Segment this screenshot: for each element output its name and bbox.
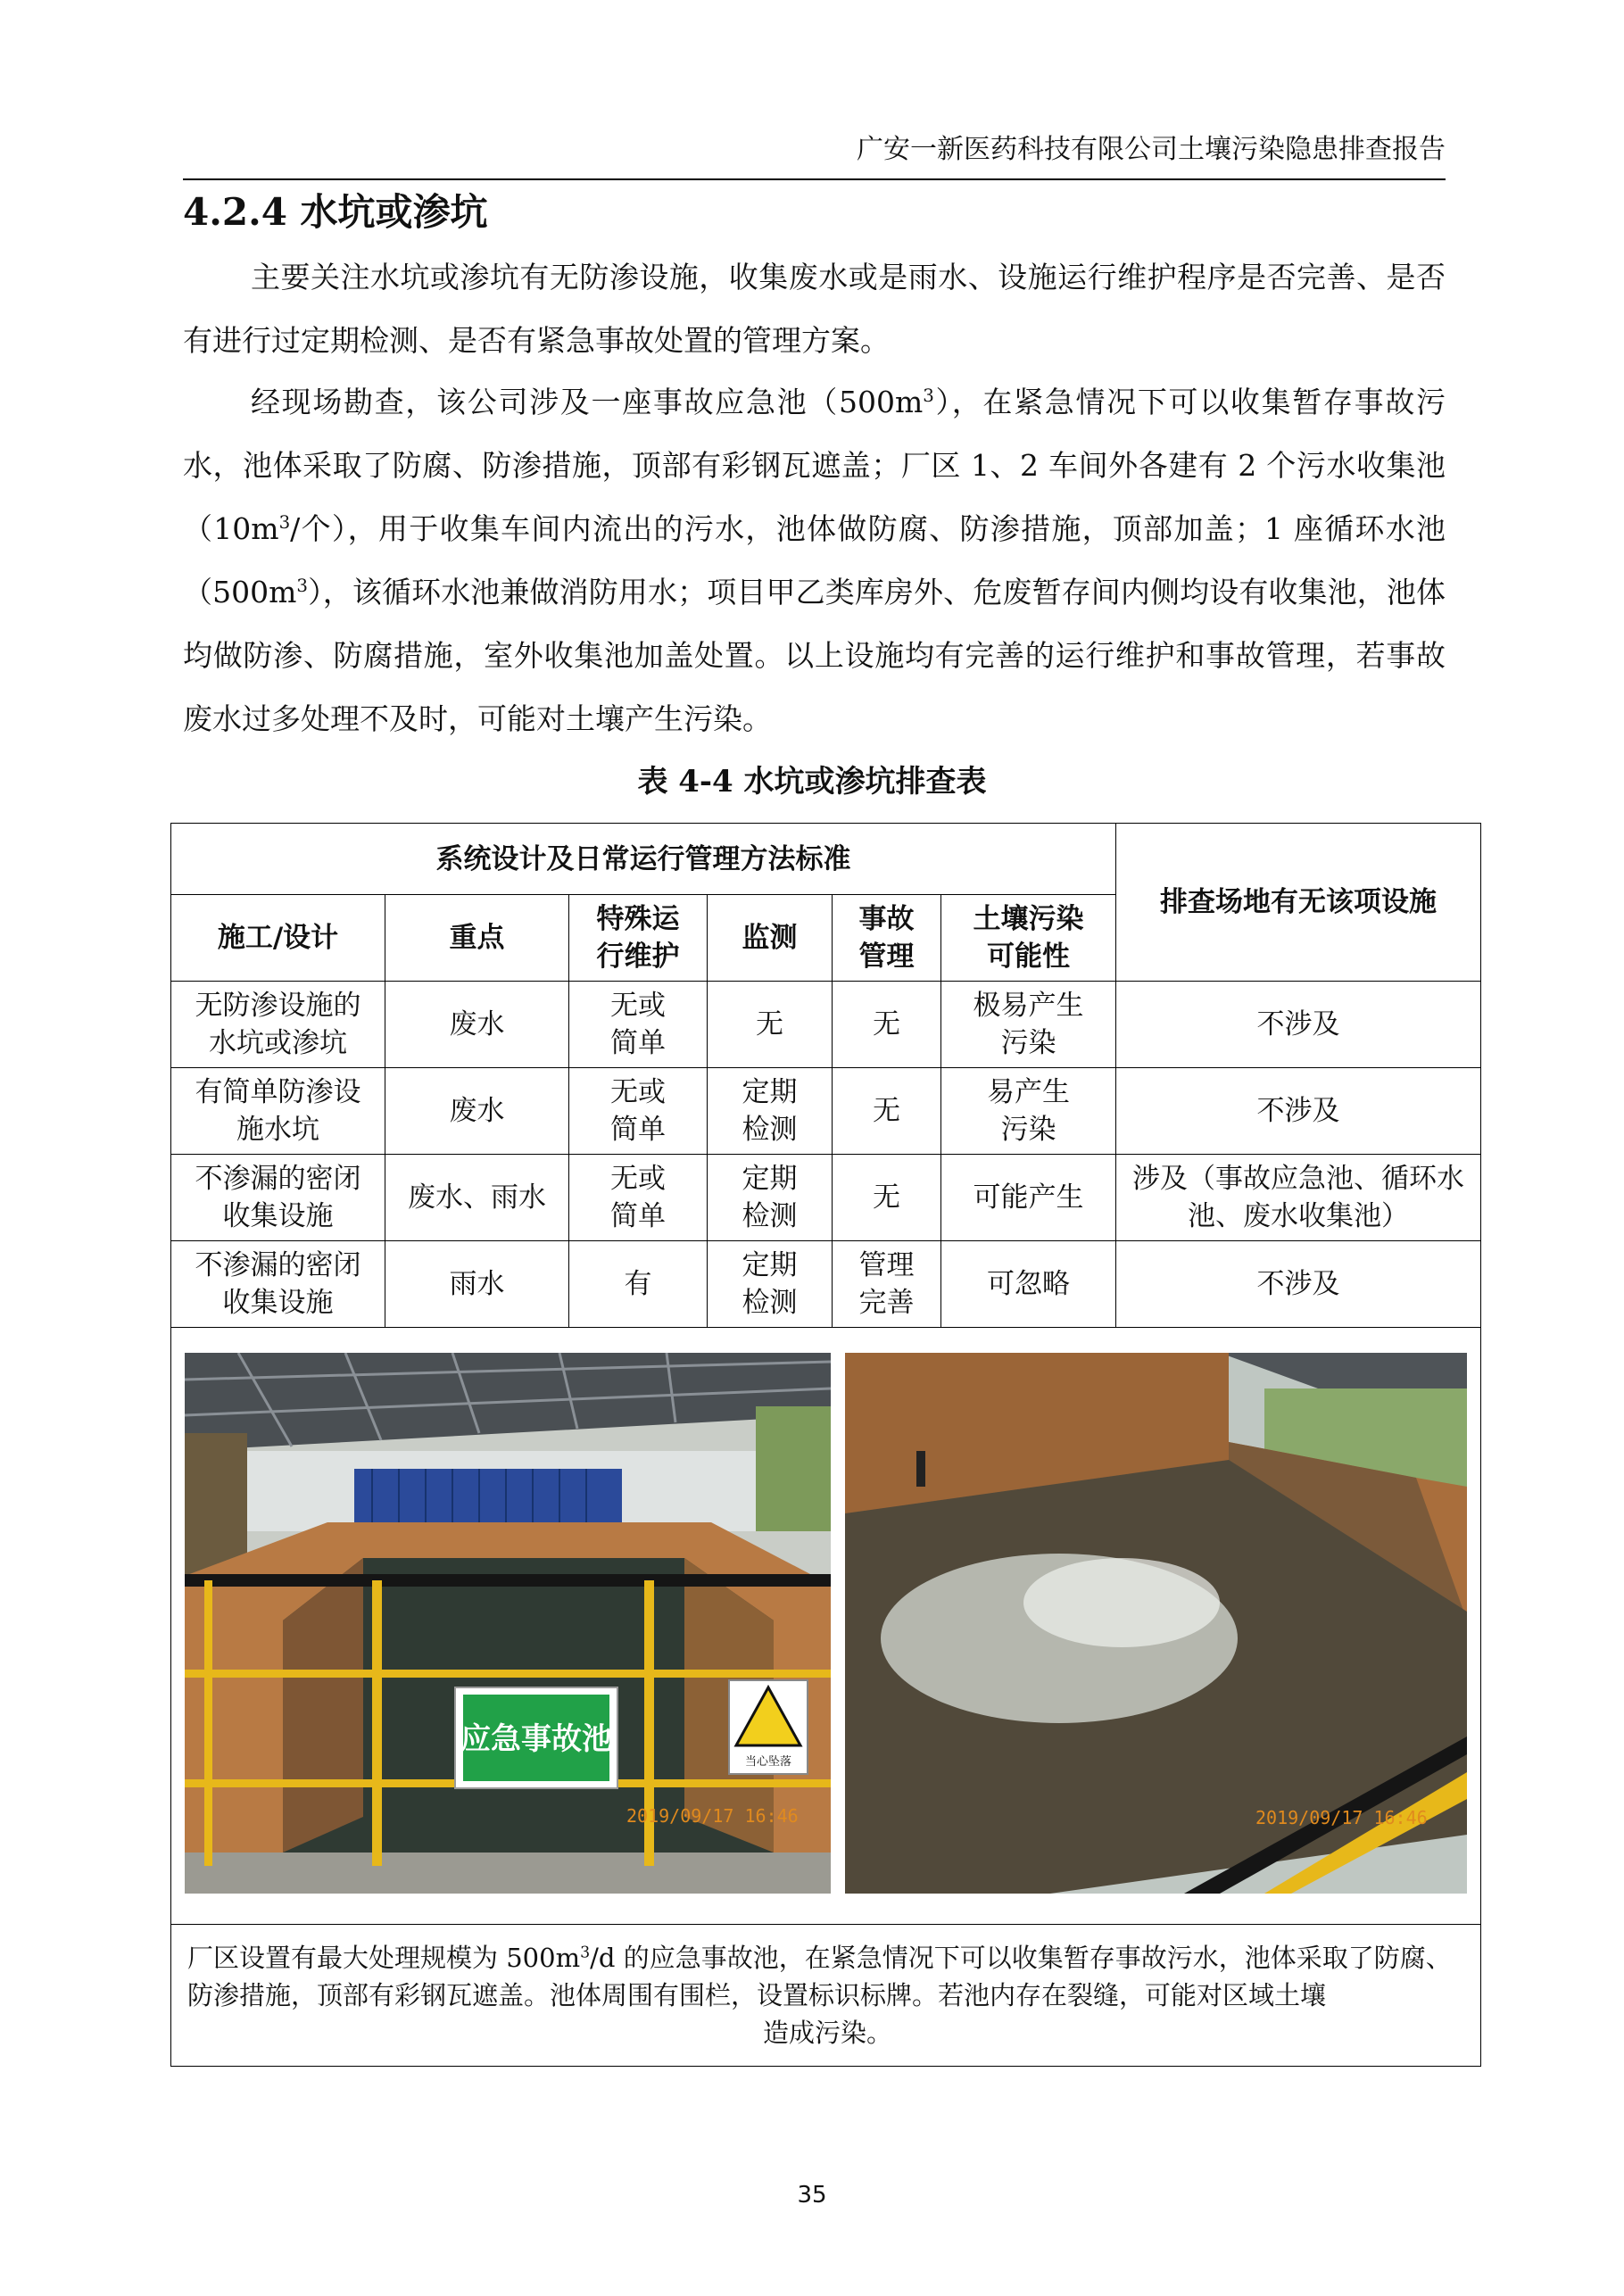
cell-accident-mgmt: 无 <box>833 1155 941 1241</box>
cell-check: 不涉及 <box>1116 1241 1481 1328</box>
sump-pool-photo <box>845 1353 1467 1894</box>
paragraph-1: 主要关注水坑或渗坑有无防渗设施，收集废水或是雨水、设施运行维护程序是否完善、是否有进行过定期检测、是否有紧急事故处置的管理方案。 <box>183 260 1446 358</box>
table-row <box>171 1155 1481 1241</box>
col-header-design: 施工/设计 <box>171 895 385 982</box>
cell-accident-mgmt: 无 <box>833 982 941 1068</box>
cell-monitoring: 定期 检测 <box>708 1241 833 1328</box>
photo-description: 厂区设置有最大处理规模为 $500m^3/d$ 的应急事故池，在紧急情况下可以收集暂存事故污水，池体采取了防腐、防渗措施，顶部有彩钢瓦遮盖。池体周围有围栏，设置标识标牌。若池内存在裂缝，可能对区域土壤 造成污染。 <box>171 1925 1481 2067</box>
cell-focus: 废水 <box>385 982 569 1068</box>
cell-focus: 雨水 <box>385 1241 569 1328</box>
page-number: 35 <box>797 2182 827 2209</box>
cell-design: 不渗漏的密闭 收集设施 <box>171 1155 385 1241</box>
col-header-pollution-risk: 土壤污染 可能性 <box>941 895 1116 982</box>
cell-monitoring: 无 <box>708 982 833 1068</box>
cell-check: 不涉及 <box>1116 982 1481 1068</box>
cell-pollution-risk: 可能产生 <box>941 1155 1116 1241</box>
pool-sign-text: 应急事故池 <box>460 1721 612 1757</box>
cell-accident-mgmt: 无 <box>833 1068 941 1155</box>
col-header-accident-mgmt: 事故 管理 <box>833 895 941 982</box>
warning-sign-text: 当心坠落 <box>744 1755 792 1769</box>
cell-design: 有简单防渗设 施水坑 <box>171 1068 385 1155</box>
col-header-focus: 重点 <box>385 895 569 982</box>
section-title: 4.2.4 水坑或渗坑 <box>183 190 488 234</box>
table-row <box>171 1241 1481 1328</box>
cell-check: 涉及（事故应急池、循环水 池、废水收集池） <box>1116 1155 1481 1241</box>
cell-maintenance: 无或 简单 <box>569 1068 708 1155</box>
cell-focus: 废水 <box>385 1068 569 1155</box>
table-caption: 表 4-4 水坑或渗坑排查表 <box>637 764 987 800</box>
photo-cell <box>171 1328 1481 1925</box>
check-header: 排查场地有无该项设施 <box>1116 824 1481 982</box>
cell-maintenance: 有 <box>569 1241 708 1328</box>
group-header: 系统设计及日常运行管理方法标准 <box>171 824 1116 895</box>
inspection-table <box>170 823 1481 2067</box>
cell-maintenance: 无或 简单 <box>569 982 708 1068</box>
table-row <box>171 1068 1481 1155</box>
cell-design: 不渗漏的密闭 收集设施 <box>171 1241 385 1328</box>
cell-monitoring: 定期 检测 <box>708 1155 833 1241</box>
cell-pollution-risk: 极易产生 污染 <box>941 982 1116 1068</box>
photo-timestamp: 2019/09/17 16:46 <box>1255 1807 1428 1828</box>
table-row <box>171 982 1481 1068</box>
photo-timestamp: 2019/09/17 16:46 <box>626 1805 799 1827</box>
cell-monitoring: 定期 检测 <box>708 1068 833 1155</box>
cell-pollution-risk: 易产生 污染 <box>941 1068 1116 1155</box>
cell-pollution-risk: 可忽略 <box>941 1241 1116 1328</box>
cell-focus: 废水、雨水 <box>385 1155 569 1241</box>
col-header-monitoring: 监测 <box>708 895 833 982</box>
cell-accident-mgmt: 管理 完善 <box>833 1241 941 1328</box>
col-header-maintenance: 特殊运 行维护 <box>569 895 708 982</box>
emergency-pool-photo <box>185 1353 831 1894</box>
cell-design: 无防渗设施的 水坑或渗坑 <box>171 982 385 1068</box>
running-header: 广安一新医药科技有限公司土壤污染隐患排查报告 <box>183 127 1446 180</box>
paragraph-2: 经现场勘查，该公司涉及一座事故应急池$(500m^3)$，在紧急情况下可以收集暂存事故污水，池体采取了防腐、防渗措施，顶部有彩钢瓦遮盖；厂区 1、2 车间外各建有 2 个污水收集池（$10m^3/$个），用于收集车间内流出的污水，池体做防腐、防渗措施，顶部加盖；1 座循环水池$(500m^3)$，该循环水池兼做消防用水；项目甲乙类库房外、危废暂存间内侧均设有收集池，池体均做防渗、防腐措施，室外收集池加盖处置。以上设施均有完善的运行维护和事故管理，若事故废水过多处理不及时，可能对土壤产生污染。 <box>183 385 1446 736</box>
cell-maintenance: 无或 简单 <box>569 1155 708 1241</box>
cell-check: 不涉及 <box>1116 1068 1481 1155</box>
